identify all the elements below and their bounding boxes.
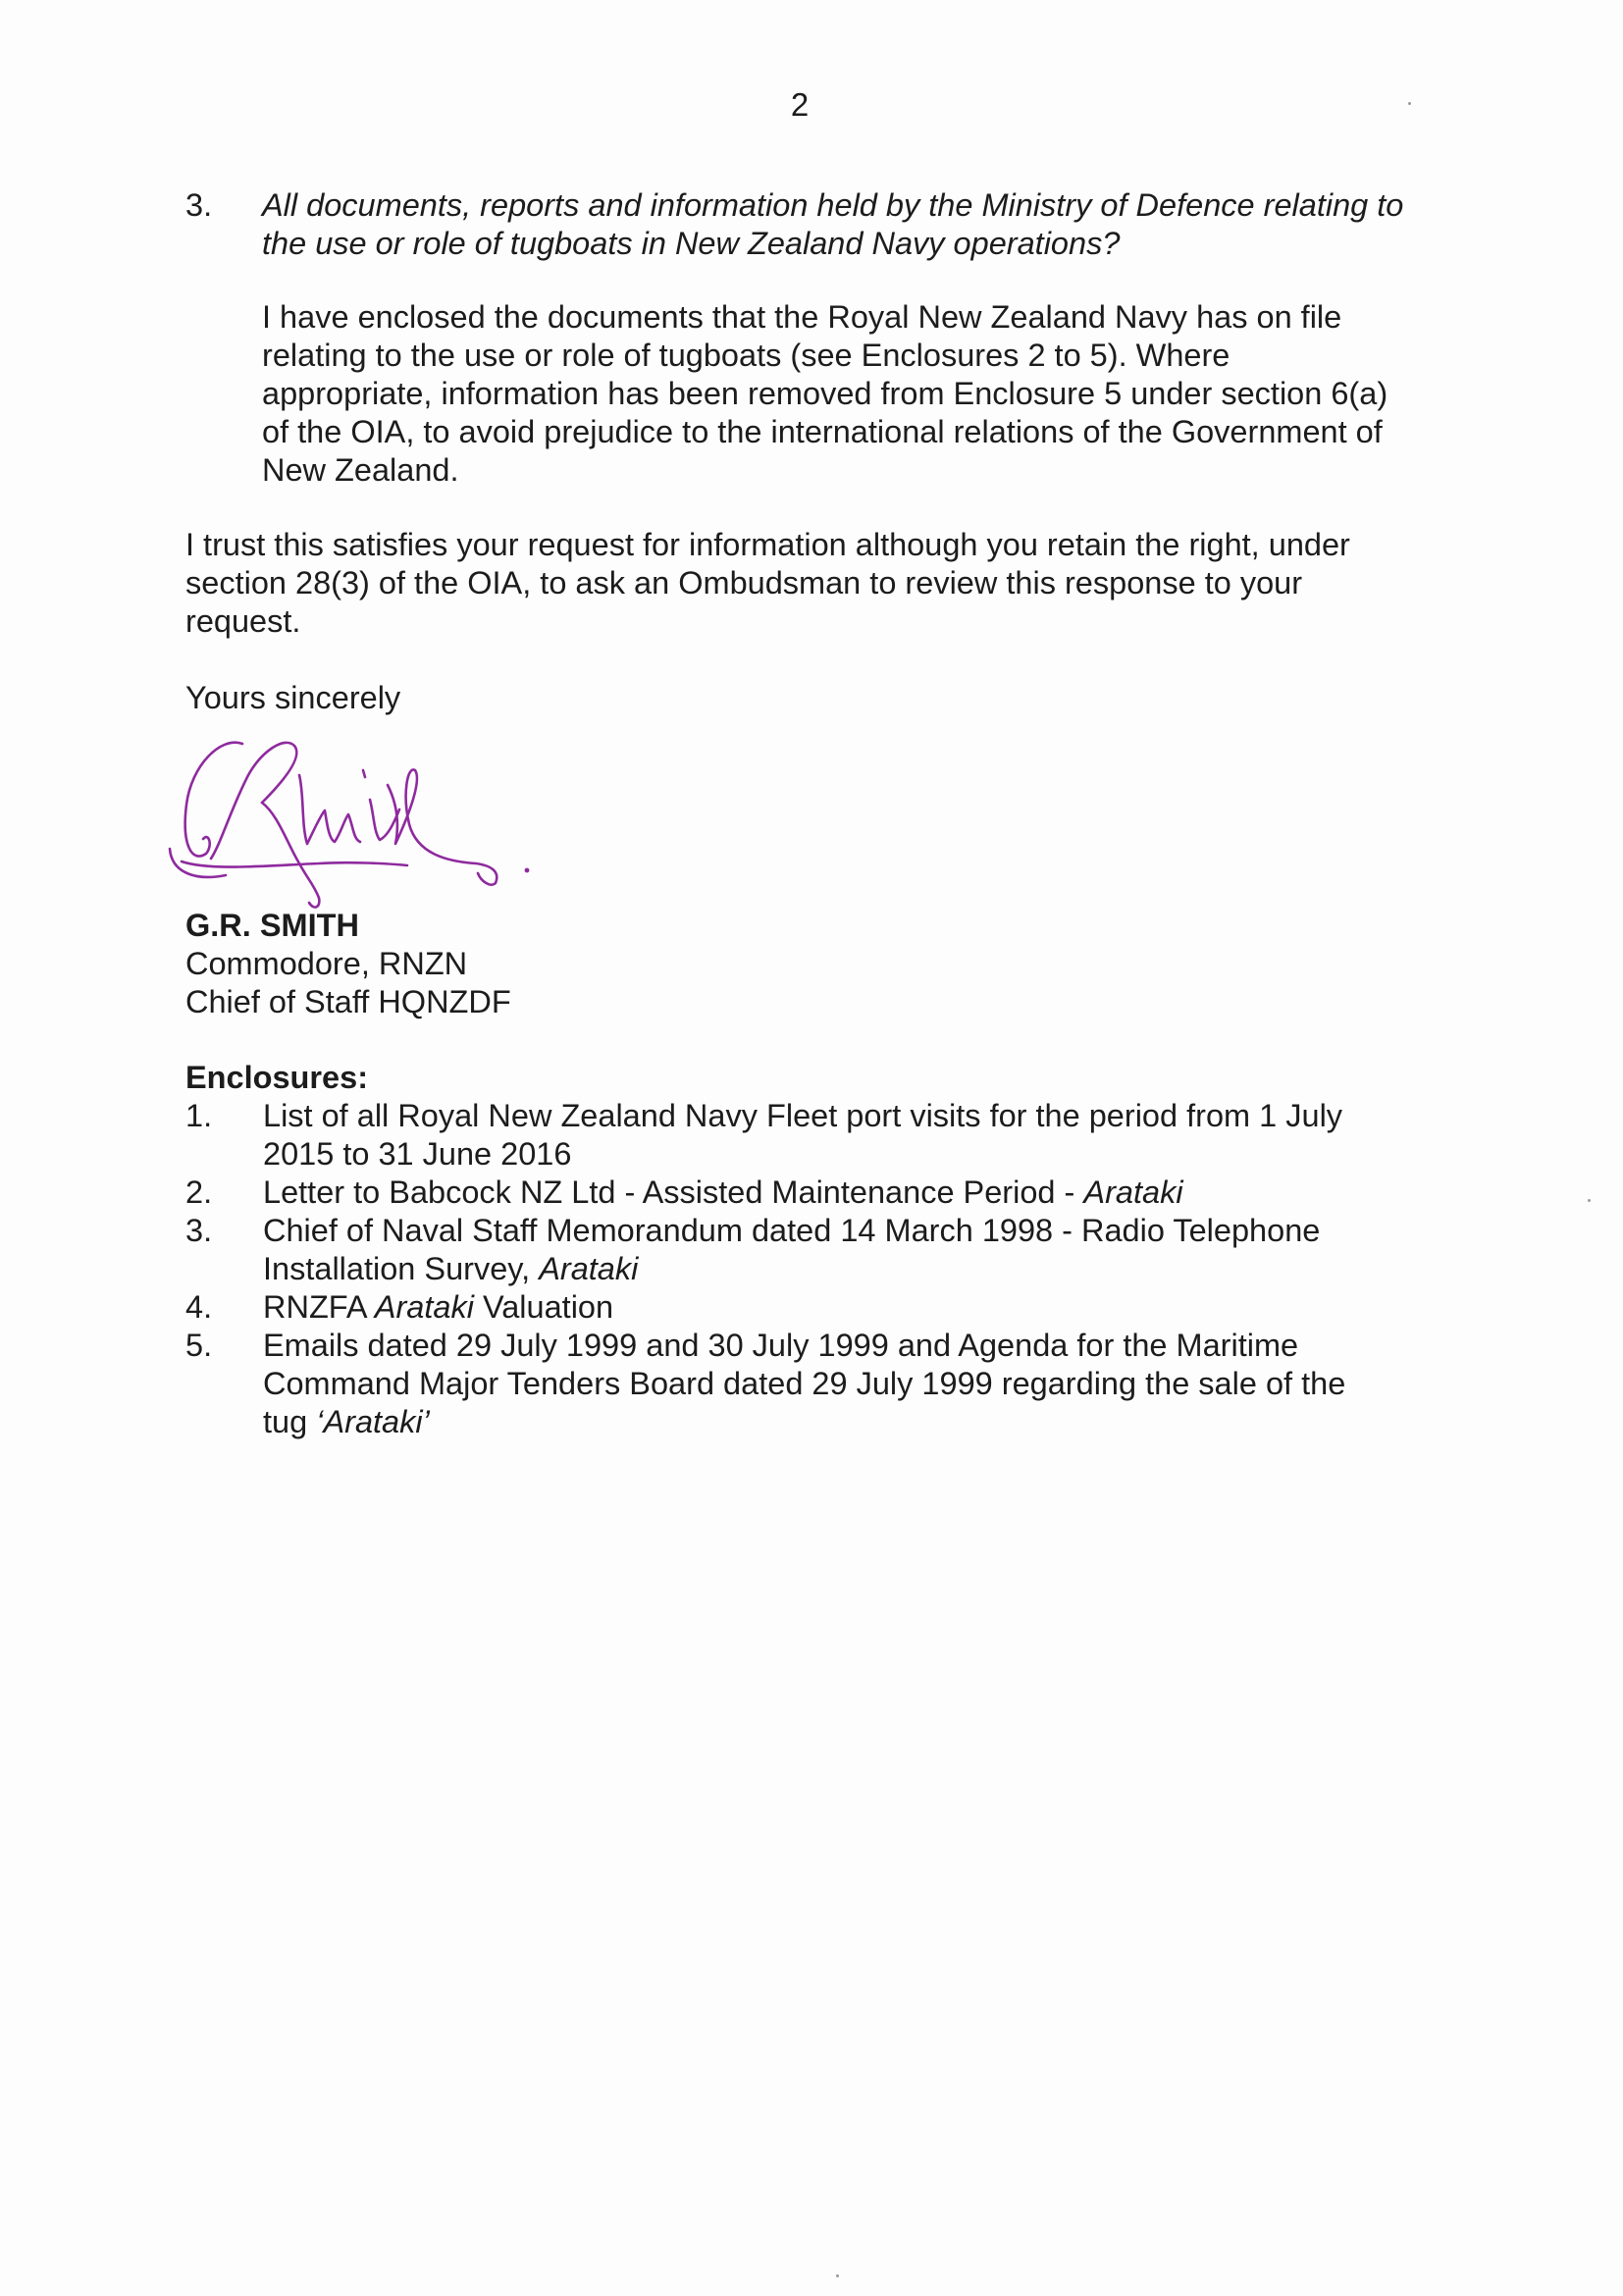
enclosure-text: Emails dated 29 July 1999 and 30 July 1999 and Agenda for the Maritime Command Major Tenders Board dated 29 July 1999 regarding the sale of the tug ‘Arataki’ [263,1328,1346,1439]
answer-paragraph: I have enclosed the documents that the Royal New Zealand Navy has on file relating to the use or role of tugboats (see Enclosures 2 to 5). Where appropriate, information has been removed from Enclosure 5 under section 6(a) of the OIA, to avoid prejudice to the international relations of the Government of New Zealand. [262,299,1388,488]
enclosure-number: 5. [185,1328,213,1363]
enclosures-section [185,1059,1441,1441]
enclosure-item [185,1212,1441,1288]
page-number: 2 [790,86,810,123]
handwritten-signature [152,716,545,922]
enclosure-number: 4. [185,1289,213,1325]
signatory-rank: Commodore, RNZN [185,946,468,981]
scan-speck [1588,1199,1591,1202]
enclosure-number: 1. [185,1098,213,1133]
enclosures-list [185,1097,1441,1441]
enclosure-text: Chief of Naval Staff Memorandum dated 14 March 1998 - Radio Telephone Installation Survey, Arataki [263,1213,1321,1286]
scan-speck [1408,102,1411,105]
question-row [185,186,1461,263]
question-number: 3. [185,187,213,223]
signatory-name: G.R. SMITH [185,908,359,943]
enclosure-number: 3. [185,1213,213,1248]
enclosure-item [185,1327,1441,1441]
enclosure-text: RNZFA Arataki Valuation [263,1289,614,1325]
enclosure-item [185,1174,1441,1212]
valediction: Yours sincerely [185,680,401,715]
scan-speck [836,2274,839,2277]
question-section [185,186,1461,490]
enclosure-number: 2. [185,1174,213,1210]
enclosure-text: Letter to Babcock NZ Ltd - Assisted Maintenance Period - Arataki [263,1174,1183,1210]
question-text: All documents, reports and information held by the Ministry of Defence relating to the use or role of tugboats in New Zealand Navy operations? [262,187,1404,261]
enclosures-heading: Enclosures: [185,1060,369,1095]
enclosure-item [185,1097,1441,1174]
signatory-position: Chief of Staff HQNZDF [185,984,511,1019]
enclosure-item [185,1288,1441,1327]
enclosure-text: List of all Royal New Zealand Navy Fleet port visits for the period from 1 July 2015 to 31 June 2016 [263,1098,1343,1172]
signature-block [185,907,1461,1021]
closing-paragraph: I trust this satisfies your request for information although you retain the right, under section 28(3) of the OIA, to ask an Ombudsman to review this response to your request. [185,527,1350,639]
